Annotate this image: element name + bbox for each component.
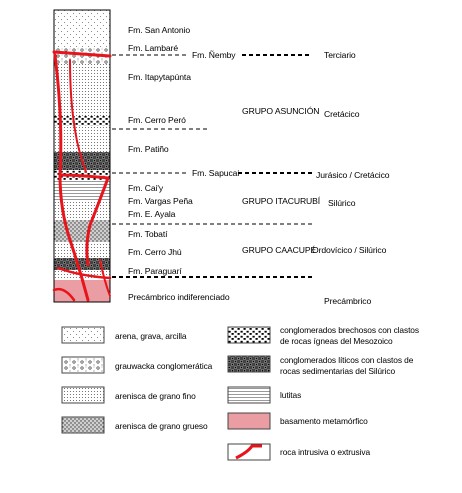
label-fm-itapytapunta: Fm. Itapytapúnta xyxy=(128,72,191,82)
legend-label-basamento: basamento metamórfico xyxy=(280,416,368,426)
label-fm-tobati: Fm. Tobatí xyxy=(128,229,168,239)
label-fm-patino: Fm. Patiño xyxy=(128,144,169,154)
label-fm-cerro-pero: Fm. Cerro Peró xyxy=(128,115,186,125)
legend-label-lutitas: lutitas xyxy=(280,390,302,400)
label-age-terciario: Terciario xyxy=(324,50,356,60)
label-fm-sapucai: Fm. Sapucai xyxy=(192,168,240,178)
label-age-ordovicico-silurico: Ordovícico / Silúrico xyxy=(312,245,387,255)
legend-label-congl-brechosos-1: conglomerados brechosos con clastos xyxy=(280,325,419,335)
legend-label-intrusiva: roca intrusiva o extrusiva xyxy=(280,447,371,457)
legend-label-congl-brechosos-2: de rocas ígneas del Mesozoico xyxy=(280,336,393,346)
legend-label-congl-liticos-1: conglomerados líticos con clastos de xyxy=(280,355,414,365)
legend-label-congl-liticos-2: rocas sedimentarias del Silúrico xyxy=(280,366,396,376)
label-fm-cerro-jhu: Fm. Cerro Jhú xyxy=(128,247,182,257)
legend-label-arena: arena, grava, arcilla xyxy=(115,331,187,341)
label-fm-paraguari: Fm. Paraguarí xyxy=(128,266,182,276)
label-fm-caiy: Fm. Cai'y xyxy=(128,183,164,193)
label-fm-nemby: Fm. Ñemby xyxy=(192,50,236,60)
label-fm-lambare: Fm. Lambaré xyxy=(128,43,179,53)
label-age-silurico: Silúrico xyxy=(328,198,356,208)
label-fm-e-ayala: Fm. E. Ayala xyxy=(128,209,176,219)
label-grupo-itacurubi: GRUPO ITACURUBÍ xyxy=(242,196,321,206)
label-grupo-asuncion: GRUPO ASUNCIÓN xyxy=(242,106,320,116)
legend-label-arenisca-grueso: arenisca de grano grueso xyxy=(115,421,208,431)
label-fm-san-antonio: Fm. San Antonio xyxy=(128,25,191,35)
label-precambrico-indiferenciado: Precámbrico indiferenciado xyxy=(128,292,230,302)
legend-label-arenisca-fino: arenisca de grano fino xyxy=(115,391,196,401)
label-age-precambrico: Precámbrico xyxy=(324,296,372,306)
boundary-lines xyxy=(112,55,312,277)
label-grupo-caacupe: GRUPO CAACUPÉ xyxy=(242,245,317,255)
legend-label-grauwacka: grauwacka conglomerática xyxy=(115,361,213,371)
label-fm-vargas-pena: Fm. Vargas Peña xyxy=(128,196,193,206)
label-age-jurasico-cretacico: Jurásico / Cretácico xyxy=(316,170,390,180)
label-age-cretacico: Cretácico xyxy=(324,109,360,119)
